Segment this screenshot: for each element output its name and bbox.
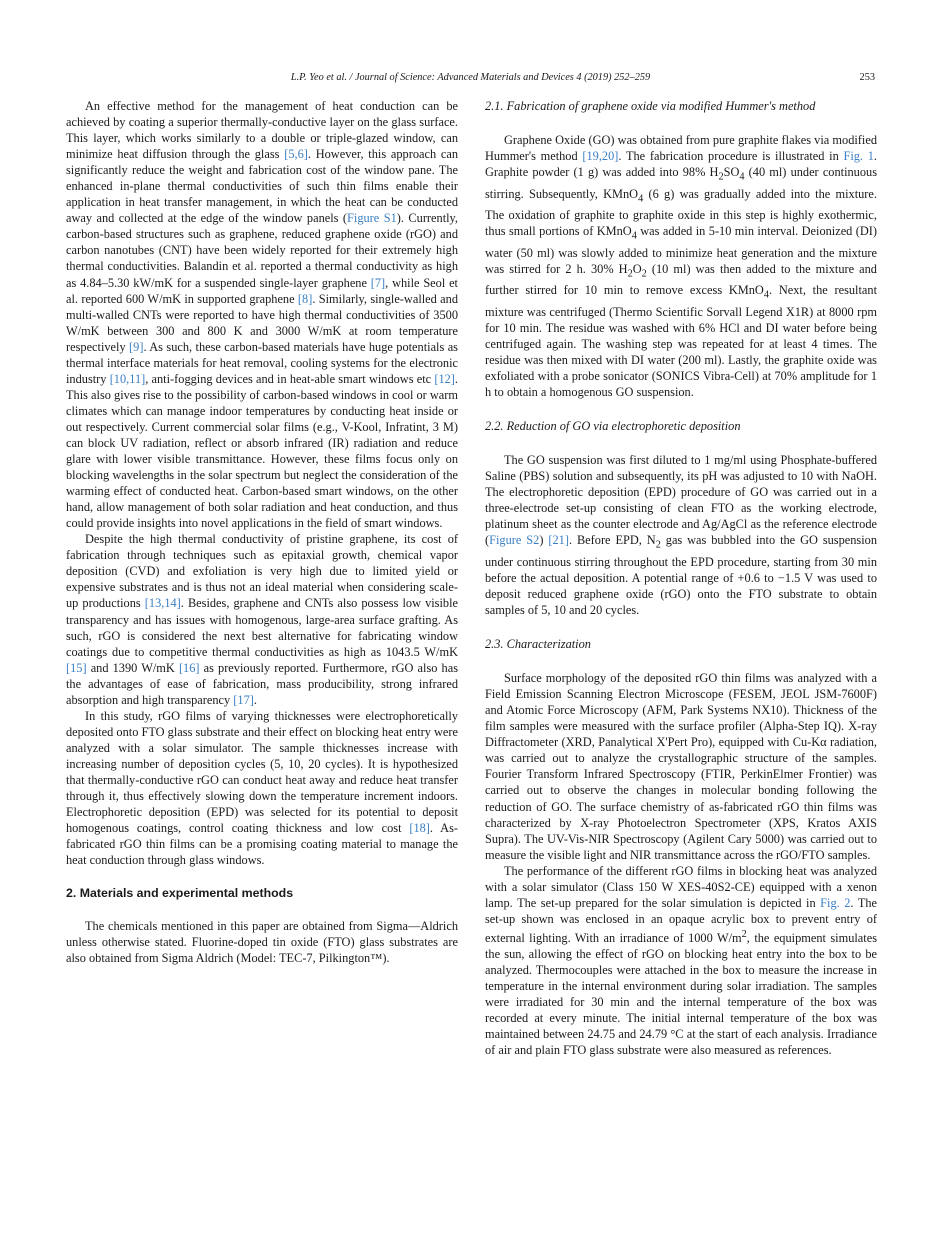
paragraph: Despite the high thermal conductivity of pristine graphene, its cost of fabrication through techniques such as epitaxial growth, chemical vapor deposition (CVD) and exfoliation is very high due to limited yield or expensive substrates and is thus not an ideal material when considering scale-up productions [13,14]. Besides, graphene and CNTs also possess low visible transparency and has issues with homogenous, large-area surface grafting. As such, rGO is considered the next best alternative for fabricating window coatings due to competitive thermal conductivities as high as 1043.5 W/mK [15] and 1390 W/mK [16] as previously reported. Furthermore, rGO also has the advantages of ease of fabrication, mass producibility, strong infrared absorption and high transparency [17].	[66, 532, 458, 707]
paragraph: The chemicals mentioned in this paper are obtained from Sigma—Aldrich unless otherwise stated. Fluorine-doped tin oxide (FTO) glass substrates are also obtained from Sigma Aldrich (Model: TEC-7, Pilkington™).	[66, 919, 458, 966]
reference-link[interactable]: [7]	[370, 275, 386, 290]
subsection-heading: 2.1. Fabrication of graphene oxide via modified Hummer's method	[485, 99, 816, 113]
reference-link[interactable]: [8]	[297, 291, 313, 306]
left-column	[66, 98, 458, 966]
journal-citation: L.P. Yeo et al. / Journal of Science: Advanced Materials and Devices 4 (2019) 252–259	[290, 72, 651, 83]
subscript: 2	[718, 171, 724, 183]
reference-link[interactable]: Fig. 1	[843, 149, 874, 164]
paragraph: Graphene Oxide (GO) was obtained from pure graphite flakes via modified Hummer's method [19,20]. The fabrication procedure is illustrated in Fig. 1. Graphite powder (1 g) was added into 98% $H_2SO_4$ (40 ml) under continuous stirring. Subsequently, KMnO$_4$ (6 g) was gradually added into the mixture. The oxidation of graphite to graphite oxide in this step is highly exothermic, thus small portions of KMnO$_4$ was added in 5‐10 min interval. Deionized (DI) water (50 ml) was slowly added to minimize heat generation and the mixture was stirred for 2 h. 30% $H_2O_2$ (10 ml) was then added to the mixture and further stirred for 10 min to remove excess KMnO$_4$. Next, the resultant mixture was centrifuged (Thermo Scientific Sorvall Legend X1R) at 8000 rpm for 10 min. The residue was washed with 6% HCl and DI water before being centrifuged again. The washing step was repeated for at least 4 times. The residue was then mixed with DI water (200 ml). Lastly, the graphite oxide was exfoliated with a probe sonicator (SONICS Vibra-Cell) at 70% amplitude for 1 h to obtain a homogenous GO suspension.	[485, 133, 878, 400]
reference-link[interactable]: Figure S1	[347, 211, 397, 226]
reference-link[interactable]: [17]	[233, 692, 254, 707]
paragraph: An effective method for the management of heat conduction can be achieved by coating a superior thermally-conductive layer on the glass surface. This layer, which works similarly to a double or triple-glazed window, can minimize heat diffusion through the glass [5,6]. However, this approach can significantly reduce the weight and fabrication cost of the window pane. The enhanced in-plane thermal conductivities of such thin films enable their application in heat transfer management, in which the heat can be conducted away and collected at the edge of the window panels (Figure S1). Currently, carbon-based structures such as graphene, reduced graphene oxide (rGO) and carbon nanotubes (CNT) have been widely reported for their extremely high thermal conductivities. Balandin et al. reported a thermal conductivity as high as 4.84–5.30 kW/mK for a suspended single-layer graphene [7], while Seol et al. reported 600 W/mK in supported graphene [8]. Similarly, single-walled and multi-walled CNTs were reported to have high thermal conductivities of 3500 W/mK between 300 and 800 K and 3000 W/mK at room temperature respectively [9]. As such, these carbon-based materials have huge potentials as thermal interface materials for heat removal, cooling systems for the electronic industry [10,11], anti-fogging devices and in heat-able smart windows etc [12]. This also gives rise to the possibility of carbon-based windows in cool or warm climates which can manage indoor temperatures by conducting heat inside or out respectively. Current commercial solar films (e.g., V-Kool, Infratint, 3 M) can block UV radiation, reflect or absorb infrared (IR) radiation and reduce glare with lower visible transmittance. However, these films focus only on blocking wavelengths in the solar spectrum but neglect the consideration of the warming effect of conducted heat. Carbon-based smart windows, on the other hand, allow management of both solar radiation and heat conduction, and thus could provide insights into novel applications in the field of smart windows.	[66, 99, 459, 531]
reference-link[interactable]: [16]	[178, 660, 200, 675]
subscript: 4	[739, 171, 745, 183]
subscript: 2	[627, 268, 633, 280]
paragraph: In this study, rGO films of varying thicknesses were electrophoretically deposited onto FTO glass substrate and their effect on blocking heat entry were analyzed with a solar simulator. The sample thicknesses increase with increasing number of deposition cycles (5, 10, 20 cycles). It is hypothesized that thermally-conductive rGO can conduct heat away and reduce heat transfer through it, thus effectively slowing down the temperature increment indoors. Electrophoretic deposition (EPD) was selected for its potential to deposit homogenous coatings, control coating thickness and low cost [18]. As-fabricated rGO thin films can be a promising coating material to manage the heat conduction through glass windows.	[66, 708, 458, 868]
reference-link[interactable]: Figure S2	[489, 533, 540, 548]
paragraph: The GO suspension was first diluted to 1 mg/ml using Phosphate-buffered Saline (PBS) solution and subsequently, its pH was adjusted to 10 with NaOH. The electrophoretic deposition (EPD) procedure of GO was carried out in a three-electrode set-up consisting of clean FTO as the working electrode, platinum sheet as the counter electrode and Ag/AgCl as the reference electrode (Figure S2) [21]. Before EPD, $N_2$ gas was bubbled into the GO suspension under continuous stirring throughout the EPD procedure, starting from 30 min before the actual deposition. A potential range of +0.6 to −1.5 V was used to deposit reduced graphene oxide (rGO) onto the FTO substrate to obtain samples of 5, 10 and 20 cycles.	[485, 453, 878, 618]
reference-link[interactable]: [21]	[548, 533, 569, 548]
reference-link[interactable]: [9]	[129, 339, 144, 354]
subsection-heading: 2.2. Reduction of GO via electrophoretic deposition	[485, 419, 741, 434]
reference-link[interactable]: [13,14]	[144, 596, 181, 611]
section-heading: 2. Materials and experimental methods	[66, 886, 294, 901]
paragraph: Surface morphology of the deposited rGO thin films was analyzed with a Field Emission Scanning Electron Microscope (FESEM, JEOL JSM-7600F) and Atomic Force Microscopy (AFM, Park Systems NX10). Thickness of the film samples were measured with the surface profiler (Alpha-Step IQ). X-ray Diffractometer (XRD, Panalytical X'Pert Pro), equipped with Cu-Kα radiation, was carried out to analyze the crystallographic structure of the samples. Fourier Transform Infrared Spectroscopy (FTIR, PerkinElmer Frontier) was carried out to observe the changes in molecular bonding following the reduction of GO. The surface chemistry of as-fabricated rGO thin films was characterized by X-ray Photoelectron Spectrometer (XPS, Kratos AXIS Supra). The UV-Vis-NIR Spectroscopy (Agilent Cary 5000) was carried out to measure the visible light and NIR transmittance across the rGO/FTO samples.	[485, 671, 877, 862]
right-column	[485, 98, 877, 1058]
subscript: 2	[641, 268, 647, 280]
subscript: 2	[655, 539, 661, 551]
subsection-heading: 2.3. Characterization	[485, 637, 591, 652]
reference-link[interactable]: [10,11]	[109, 371, 146, 386]
reference-link[interactable]: [15]	[66, 660, 87, 675]
reference-link[interactable]: [18]	[409, 821, 430, 836]
reference-link[interactable]: [12]	[434, 371, 455, 386]
running-header	[66, 72, 875, 88]
subscript: 4	[638, 193, 644, 205]
subscript: 4	[763, 289, 769, 301]
reference-link[interactable]: Fig. 2	[820, 895, 851, 910]
reference-link[interactable]: [5,6]	[284, 147, 308, 162]
paragraph: The performance of the different rGO films in blocking heat was analyzed with a solar simulator (Class 150 W XES-40S2-CE) equipped with a xenon lamp. The set-up prepared for the solar simulation is depicted in Fig. 2. The set-up shown was enclosed in an opaque acrylic box to prevent entry of external lighting. With an irradiance of 1000 $W/m^2$, the equipment simulates the sun, allowing the effect of rGO on blocking heat entry into the box to be analyzed. Thermocouples were attached in the box to measure the increase in temperature in the internal environment during solar irradiation. The samples were irradiated for 30 min and the internal temperature of the box was recorded at every minute. The initial internal temperature of the box was maintained between 24.75 and 24.79 °C at the start of each analysis. Irradiance of air and plain FTO glass substrate were also measured as references.	[485, 863, 878, 1058]
reference-link[interactable]: [19,20]	[582, 149, 619, 164]
superscript: 2	[741, 928, 747, 940]
page-number: 253	[859, 72, 875, 83]
subscript: 4	[631, 230, 637, 242]
